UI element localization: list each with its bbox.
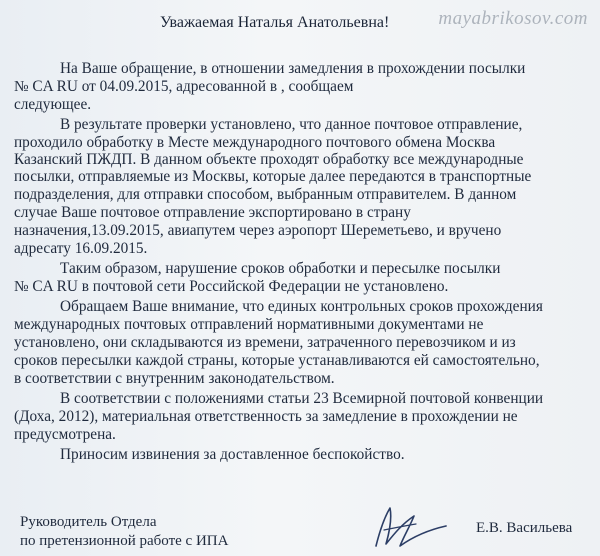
body-line: В результате проверки установлено, что данное почтовое отправление, <box>60 116 523 133</box>
body-line: Таким образом, нарушение сроков обработки и пересылке посылки <box>60 260 501 277</box>
body-line: Казанский ПЖДП. В данном объекте проходят обработку все международные <box>14 151 524 168</box>
body-line: следующее. <box>14 96 92 113</box>
body-line: установлено, они складываются из времени, затраченного перевозчиком и из <box>14 334 516 351</box>
body-line: проходило обработку в Месте международного почтового обмена Москва <box>14 134 496 151</box>
signer-position-line1: Руководитель Отдела <box>20 514 157 530</box>
body-line: назначения,13.09.2015, авиапутем через аэропорт Шереметьево, и вручено <box>14 222 502 239</box>
watermark: mayabrikosov.com <box>438 8 588 29</box>
body-line: случае Ваше почтовое отправление экспортировано в страну <box>14 204 411 221</box>
body-line: адресату 16.09.2015. <box>14 240 148 257</box>
body-line: На Ваше обращение, в отношении замедления в прохождении посылки <box>60 60 526 77</box>
signer-name: Е.В. Васильева <box>476 520 573 536</box>
body-line: международных почтовых отправлений нормативными документами не <box>14 316 484 333</box>
body-line: посылки, отправляемые из Москвы, которые далее передаются в транспортные <box>14 168 532 185</box>
body-line: Приносим извинения за доставленное беспокойство. <box>60 446 405 463</box>
body-line: в соответствии с внутренним законодательством. <box>14 370 335 387</box>
handwritten-signature <box>370 500 450 552</box>
body-line: подразделения, для отправки способом, выбранным отправителем. В данном <box>14 186 517 203</box>
body-line: предусмотрена. <box>14 426 116 443</box>
body-line: (Доха, 2012), материальная ответственность за замедление в прохождении не <box>14 408 518 425</box>
body-line: В соответствии с положениями статьи 23 Всемирной почтовой конвенции <box>60 390 544 407</box>
body-line: сроков пересылки каждой страны, которые устанавливаются ей самостоятельно, <box>14 352 540 369</box>
letter-greeting: Уважаемая Наталья Анатольевна! <box>160 14 390 31</box>
body-line: Обращаем Ваше внимание, что единых контрольных сроков прохождения <box>60 298 543 315</box>
body-line: № CA RU от 04.09.2015, адресованной в , сообщаем <box>14 78 354 95</box>
signer-position-line2: по претензионной работе с ИПА <box>20 533 229 549</box>
body-line: № CA RU в почтовой сети Российской Федерации не установлено. <box>14 278 449 295</box>
